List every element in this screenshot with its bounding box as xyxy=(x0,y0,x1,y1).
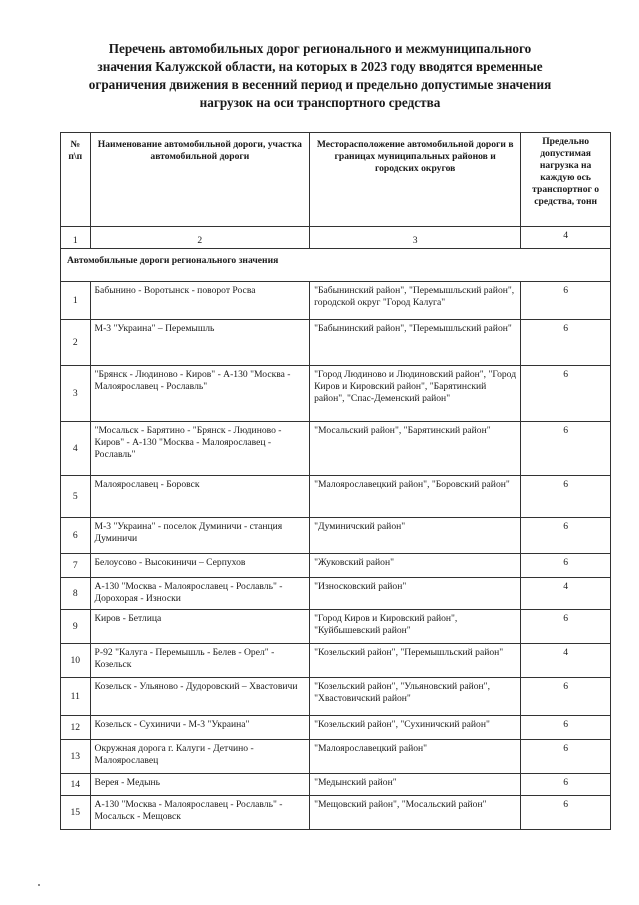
road-name: Киров - Бетлица xyxy=(90,610,310,644)
road-name: Р-92 "Калуга - Перемышль - Белев - Орел" - Козельск xyxy=(90,644,310,678)
road-location: "Жуковский район" xyxy=(310,554,521,578)
table-row xyxy=(61,476,611,518)
max-axle-load: 4 xyxy=(521,578,611,610)
column-number: 1 xyxy=(61,227,91,249)
row-number: 1 xyxy=(61,282,91,320)
table-row xyxy=(61,610,611,644)
column-number: 4 xyxy=(521,227,611,249)
title-line: значения Калужской области, на которых в 2023 году вводятся временные xyxy=(97,59,543,74)
road-location: "Козельский район", "Сухиничский район" xyxy=(310,716,521,740)
table-row xyxy=(61,554,611,578)
roads-table xyxy=(60,132,611,830)
max-axle-load: 6 xyxy=(521,796,611,830)
table-row xyxy=(61,578,611,610)
road-location: "Город Людиново и Людиновский район", "Город Киров и Кировский район", "Барятинский район", "Спас-Деменский район" xyxy=(310,366,521,422)
section-title: Автомобильные дороги регионального значения xyxy=(61,249,611,282)
row-number: 10 xyxy=(61,644,91,678)
scan-mark xyxy=(38,884,40,886)
title-line: Перечень автомобильных дорог регионального и межмуниципального xyxy=(108,41,532,56)
row-number: 15 xyxy=(61,796,91,830)
road-name: "Брянск - Людиново - Киров" - А-130 "Москва - Малоярославец - Рославль" xyxy=(90,366,310,422)
table-row xyxy=(61,366,611,422)
road-location: "Бабынинский район", "Перемышльский район" xyxy=(310,320,521,366)
max-axle-load: 6 xyxy=(521,716,611,740)
table-row xyxy=(61,644,611,678)
max-axle-load: 6 xyxy=(521,518,611,554)
table-row xyxy=(61,518,611,554)
column-number: 3 xyxy=(310,227,521,249)
road-location: "Козельский район", "Перемышльский район" xyxy=(310,644,521,678)
max-axle-load: 6 xyxy=(521,554,611,578)
road-name: Верея - Медынь xyxy=(90,774,310,796)
row-number: 14 xyxy=(61,774,91,796)
row-number: 2 xyxy=(61,320,91,366)
max-axle-load: 4 xyxy=(521,644,611,678)
road-location: "Думиничский район" xyxy=(310,518,521,554)
document-title xyxy=(70,40,570,112)
title-line: нагрузок на оси транспортного средства xyxy=(199,95,441,110)
row-number: 12 xyxy=(61,716,91,740)
row-number: 4 xyxy=(61,422,91,476)
row-number: 5 xyxy=(61,476,91,518)
row-number: 8 xyxy=(61,578,91,610)
road-name: А-130 "Москва - Малоярославец - Рославль" - Мосальск - Мещовск xyxy=(90,796,310,830)
road-name: М-3 "Украина" – Перемышль xyxy=(90,320,310,366)
table-row xyxy=(61,796,611,830)
road-name: Козельск - Сухиничи - М-3 "Украина" xyxy=(90,716,310,740)
road-name: М-3 "Украина" - поселок Думиничи - станция Думиничи xyxy=(90,518,310,554)
road-location: "Малоярославецкий район" xyxy=(310,740,521,774)
table-row xyxy=(61,716,611,740)
road-location: "Мещовский район", "Мосальский район" xyxy=(310,796,521,830)
road-name: Белоусово - Высокиничи – Серпухов xyxy=(90,554,310,578)
row-number: 9 xyxy=(61,610,91,644)
road-location: "Козельский район", "Ульяновский район", "Хвастовичский район" xyxy=(310,678,521,716)
column-number: 2 xyxy=(90,227,310,249)
road-name: Бабынино - Воротынск - поворот Росва xyxy=(90,282,310,320)
max-axle-load: 6 xyxy=(521,678,611,716)
max-axle-load: 6 xyxy=(521,366,611,422)
table-row xyxy=(61,774,611,796)
road-name: Малоярославец - Боровск xyxy=(90,476,310,518)
header-location: Месторасположение автомобильной дороги в границах муниципальных районов и городских округов xyxy=(310,133,521,227)
row-number: 6 xyxy=(61,518,91,554)
road-name: А-130 "Москва - Малоярославец - Рославль" - Дорохорая - Износки xyxy=(90,578,310,610)
max-axle-load: 6 xyxy=(521,740,611,774)
road-location: "Медынский район" xyxy=(310,774,521,796)
table-row xyxy=(61,422,611,476)
header-number: № п\п xyxy=(61,133,91,227)
max-axle-load: 6 xyxy=(521,476,611,518)
header-max-load: Предельно допустимая нагрузка на каждую ось транспортног о средства, тонн xyxy=(521,133,611,227)
road-location: "Износковский район" xyxy=(310,578,521,610)
road-name: Козельск - Ульяново - Дудоровский – Хвастовичи xyxy=(90,678,310,716)
table-row xyxy=(61,320,611,366)
table-row xyxy=(61,678,611,716)
table-row xyxy=(61,282,611,320)
max-axle-load: 6 xyxy=(521,320,611,366)
road-location: "Бабынинский район", "Перемышльский район", городской округ "Город Калуга" xyxy=(310,282,521,320)
road-location: "Малоярославецкий район", "Боровский район" xyxy=(310,476,521,518)
table-row xyxy=(61,740,611,774)
header-road-name: Наименование автомобильной дороги, участка автомобильной дороги xyxy=(90,133,310,227)
row-number: 13 xyxy=(61,740,91,774)
max-axle-load: 6 xyxy=(521,282,611,320)
road-name: Окружная дорога г. Калуги - Детчино - Малоярославец xyxy=(90,740,310,774)
row-number: 11 xyxy=(61,678,91,716)
road-location: "Мосальский район", "Барятинский район" xyxy=(310,422,521,476)
road-name: "Мосальск - Барятино - "Брянск - Людиново - Киров" - А-130 "Москва - Малоярославец - Рославль" xyxy=(90,422,310,476)
max-axle-load: 6 xyxy=(521,774,611,796)
row-number: 3 xyxy=(61,366,91,422)
max-axle-load: 6 xyxy=(521,422,611,476)
row-number: 7 xyxy=(61,554,91,578)
road-location: "Город Киров и Кировский район", "Куйбышевский район" xyxy=(310,610,521,644)
max-axle-load: 6 xyxy=(521,610,611,644)
title-line: ограничения движения в весенний период и предельно допустимые значения xyxy=(88,77,552,92)
